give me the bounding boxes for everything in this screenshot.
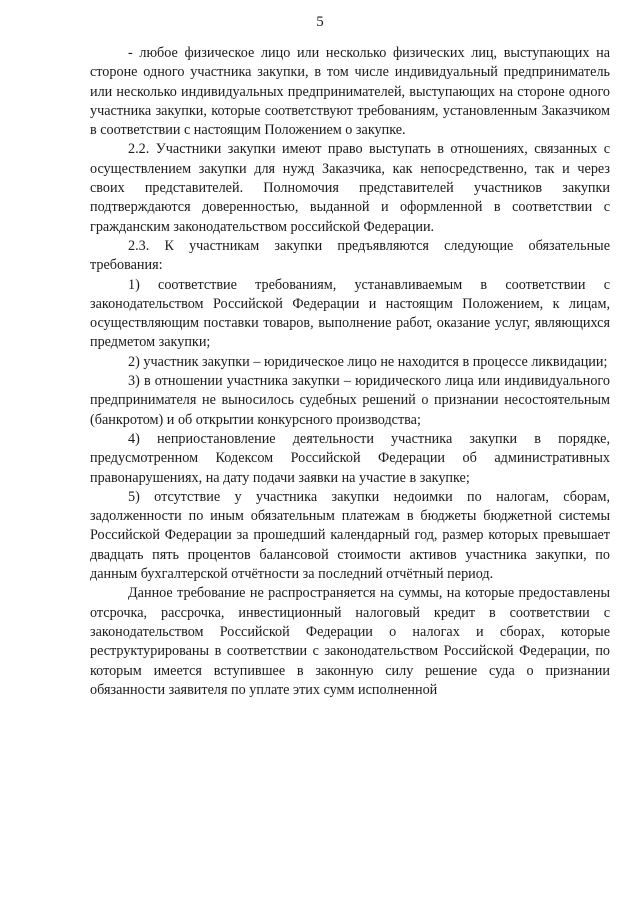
requirement-item-5: 5) отсутствие у участника закупки недоимки по налогам, сборам, задолженности по иным обязательным платежам в бюджеты бюджетной системы Российской Федерации за прошедший календарный год, размер которых превышает двадцать пять процентов балансовой стоимости активов участника закупки, по данным бухгалтерской отчётности за последний отчётный период. — [90, 488, 610, 583]
paragraph-2-2-representatives: 2.2. Участники закупки имеют право выступать в отношениях, связанных с осуществлением закупки для нужд Заказчика, как непосредственно, так и через своих представителей. Полномочия представителей участников закупки подтверждаются доверенностью, выданной и оформленной в соответствии с гражданским законодательством российской Федерации. — [90, 141, 610, 235]
requirement-item-4: 4) неприостановление деятельности участника закупки в порядке, предусмотренном Кодексом Российской Федерации об административных правонарушениях, на дату подачи заявки на участие в закупке; — [90, 430, 610, 486]
requirement-item-1: 1) соответствие требованиям, устанавливаемым в соответствии с законодательством Российской Федерации и настоящим Положением, к лицам, осуществляющим поставки товаров, выполнение работ, оказание услуг, являющихся предметом закупки; — [90, 276, 610, 351]
requirement-item-2: 2) участник закупки – юридическое лицо не находится в процессе ликвидации; — [128, 353, 608, 370]
paragraph-2-3-requirements: 2.3. К участникам закупки предъявляются следующие обязательные требования: — [90, 237, 610, 274]
paragraph-exception: Данное требование не распространяется на суммы, на которые предоставлены отсрочка, рассрочка, инвестиционный налоговый кредит в соответствии с законодательством Российской Федерации о налогах и сборах, которые реструктурированы в соответствии с законодательством Российской Федерации, по которым имеется вступившее в законную силу решение суда о признании обязанности заявителя по уплате этих сумм исполненной — [90, 585, 610, 698]
page-number: 5 — [316, 14, 324, 30]
document-body — [90, 44, 610, 700]
requirement-item-3: 3) в отношении участника закупки – юридического лица или индивидуального предпринимателя не выносилось судебных решений о признании несостоятельным (банкротом) и об открытии конкурсного производства; — [90, 373, 610, 428]
paragraph-participant-definition: - любое физическое лицо или несколько физических лиц, выступающих на стороне одного участника закупки, в том числе индивидуальный предприниматель или несколько индивидуальных предпринимателей, выступающих на стороне одного участника закупки, которые соответствуют требованиям, установленным Заказчиком в соответствии с настоящим Положением о закупке. — [90, 45, 610, 139]
